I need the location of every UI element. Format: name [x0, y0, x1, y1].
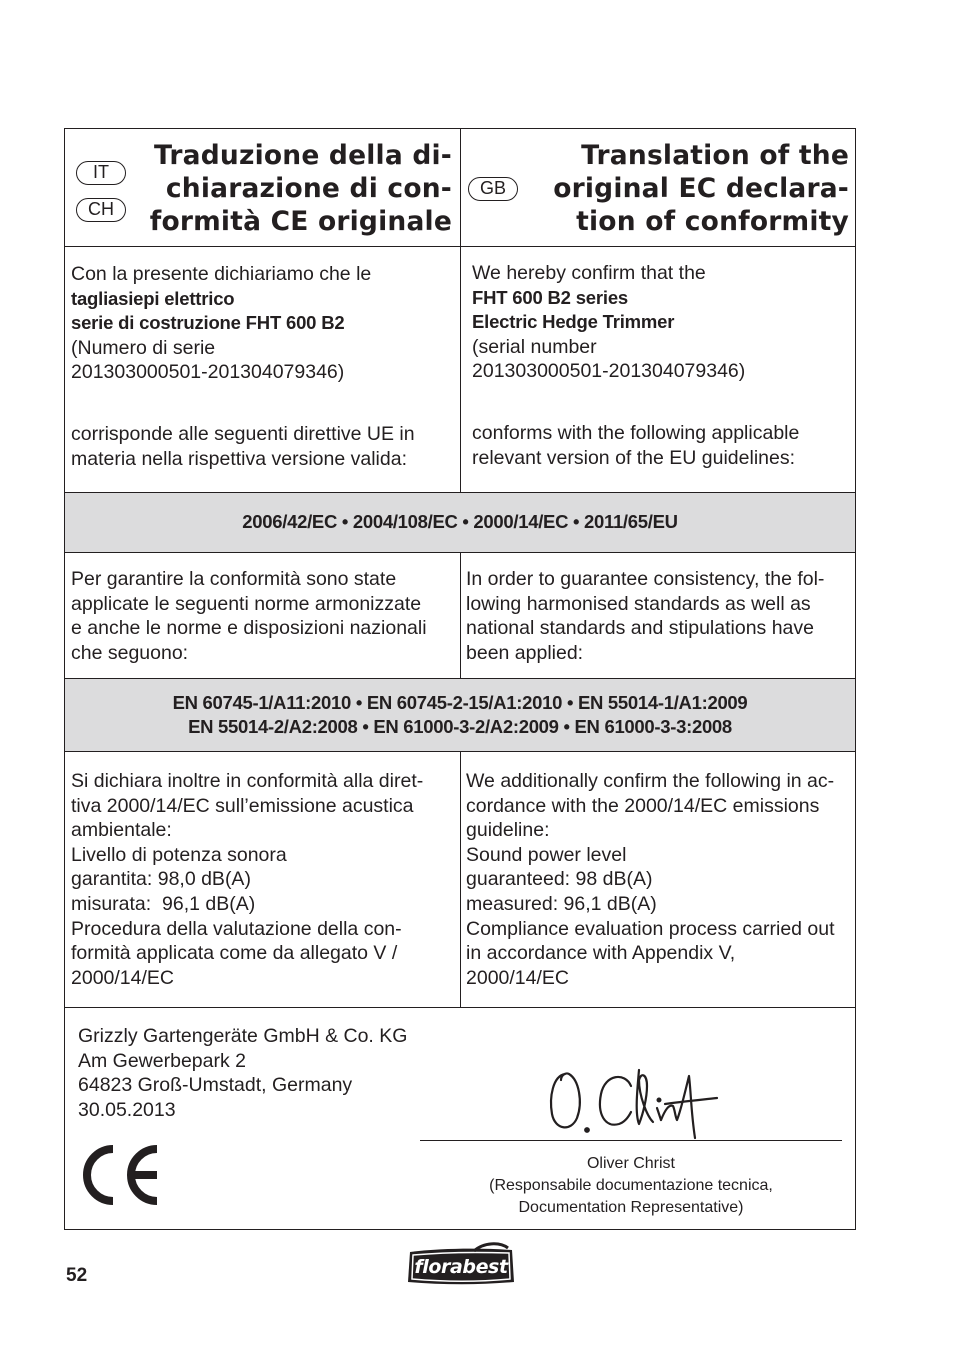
text-line: conforms with the following applicable — [472, 421, 800, 444]
text-line: We hereby confirm that the — [472, 262, 706, 284]
text-line: Procedura della valutazione della con- — [71, 917, 402, 940]
standards-line: EN 60745-1/A11:2010 • EN 60745-2-15/A1:2010 • EN 55014-1/A1:2009 — [172, 692, 748, 713]
logo-wordmark: florabest — [414, 1256, 508, 1278]
badge-gb: GB — [468, 177, 518, 201]
signatory-role-it: (Responsabile documentazione tecnica, — [489, 1177, 773, 1194]
text-line: (Numero di serie — [71, 336, 216, 359]
florabest-logo — [404, 1242, 518, 1293]
text-line: 2000/14/EC — [466, 966, 569, 989]
signatory-caption — [420, 1153, 842, 1219]
standards-intro-it — [65, 553, 461, 678]
company-city: 64823 Groß-Umstadt, Germany — [78, 1074, 353, 1097]
title-it-line: formità CE originale — [149, 206, 452, 237]
title-it-line: chiarazione di con- — [165, 173, 452, 204]
text-line: 2000/14/EC — [71, 966, 174, 989]
header-en — [461, 129, 855, 246]
title-en — [553, 139, 849, 238]
guaranteed-level-en: guaranteed: 98 dB(A) — [466, 868, 653, 891]
header-it — [65, 129, 461, 246]
text-line: guideline: — [466, 819, 550, 842]
declaration-date: 30.05.2013 — [78, 1098, 176, 1121]
title-it-line: Traduzione della di- — [154, 140, 452, 171]
signature-line — [420, 1140, 842, 1141]
company-street: Am Gewerbepark 2 — [78, 1049, 246, 1072]
text-line: tiva 2000/14/EC sull’emissione acustica — [71, 794, 414, 817]
text-line: cordance with the 2000/14/EC emissions — [466, 794, 820, 817]
text-line: che seguono: — [71, 641, 189, 664]
title-en-line: tion of conformity — [576, 206, 849, 237]
text-line: (serial number — [472, 335, 597, 358]
intro-row — [65, 247, 855, 493]
title-it — [150, 139, 452, 238]
standards-intro-en — [461, 553, 855, 678]
text-line: been applied: — [466, 641, 584, 664]
text-line: materia nella rispettiva versione valida: — [71, 447, 407, 470]
title-en-line: original EC declara- — [553, 173, 849, 204]
text-line: lowing harmonised standards as well as — [466, 592, 811, 615]
product-series-en: FHT 600 B2 series — [472, 286, 628, 308]
declaration-table — [64, 128, 856, 1230]
directives-list: 2006/42/EC • 2004/108/EC • 2000/14/EC • 2011/65/EU — [242, 511, 678, 532]
text-line: Sound power level — [466, 843, 627, 866]
ce-mark-icon — [79, 1143, 163, 1207]
badge-ch: CH — [76, 198, 126, 222]
serial-number-it: 201303000501-201304079346) — [71, 361, 345, 384]
text-line: in accordance with Appendix V, — [466, 942, 736, 965]
measured-level-en: measured: 96,1 dB(A) — [466, 892, 657, 915]
intro-en — [461, 247, 855, 492]
measured-level-it: misurata: 96,1 dB(A) — [71, 892, 256, 915]
text-line: e anche le norme e disposizioni nazionali — [71, 617, 427, 640]
signature-row — [65, 1008, 855, 1230]
standards-intro-row — [65, 553, 855, 679]
text-line: applicate le seguenti norme armonizzate — [71, 592, 422, 615]
intro-it — [65, 247, 461, 492]
intro-en-text — [472, 261, 799, 470]
text-line: ambientale: — [71, 819, 172, 842]
badge-it: IT — [76, 161, 126, 185]
product-name-it: tagliasiepi elettrico — [71, 287, 235, 309]
company-address — [78, 1024, 407, 1122]
product-series-it: serie di costruzione FHT 600 B2 — [71, 312, 345, 334]
serial-number-en: 201303000501-201304079346) — [472, 360, 746, 383]
signatory-role-en: Documentation Representative) — [518, 1199, 744, 1216]
text-line: Compliance evaluation process carried out — [466, 917, 835, 940]
signatory-name: Oliver Christ — [586, 1155, 675, 1172]
product-name-en: Electric Hedge Trimmer — [472, 311, 675, 333]
text-line: Si dichiara inoltre in conformità alla diret- — [71, 770, 424, 792]
company-name: Grizzly Gartengeräte GmbH & Co. KG — [78, 1025, 408, 1047]
noise-en — [461, 752, 855, 1007]
text-line: Per garantire la conformità sono state — [71, 568, 397, 590]
text-line: corrisponde alle seguenti direttive UE in — [71, 422, 415, 445]
noise-en-text — [466, 769, 835, 990]
standards-intro-it-text — [71, 567, 427, 665]
text-line: We additionally confirm the following in ac- — [466, 770, 835, 792]
guaranteed-level-it: garantita: 98,0 dB(A) — [71, 868, 251, 891]
noise-it-text — [71, 769, 423, 990]
text-line: Livello di potenza sonora — [71, 843, 287, 866]
standards-line: EN 55014-2/A2:2008 • EN 61000-3-2/A2:2009 • EN 61000-3-3:2008 — [188, 716, 732, 737]
text-line: formità applicata come da allegato V / — [71, 942, 398, 965]
text-line: relevant version of the EU guidelines: — [472, 446, 796, 469]
intro-it-text — [71, 262, 415, 471]
text-line: In order to guarantee consistency, the fol- — [466, 568, 825, 590]
handwritten-signature — [543, 1062, 723, 1142]
standards-band — [65, 679, 855, 752]
page-number: 52 — [66, 1265, 88, 1286]
noise-row — [65, 752, 855, 1008]
header-row — [65, 129, 855, 247]
title-en-line: Translation of the — [581, 140, 849, 171]
noise-it — [65, 752, 461, 1007]
directives-band — [65, 493, 855, 553]
text-line: national standards and stipulations have — [466, 617, 814, 640]
text-line: Con la presente dichiariamo che le — [71, 263, 372, 285]
standards-intro-en-text — [466, 567, 824, 665]
